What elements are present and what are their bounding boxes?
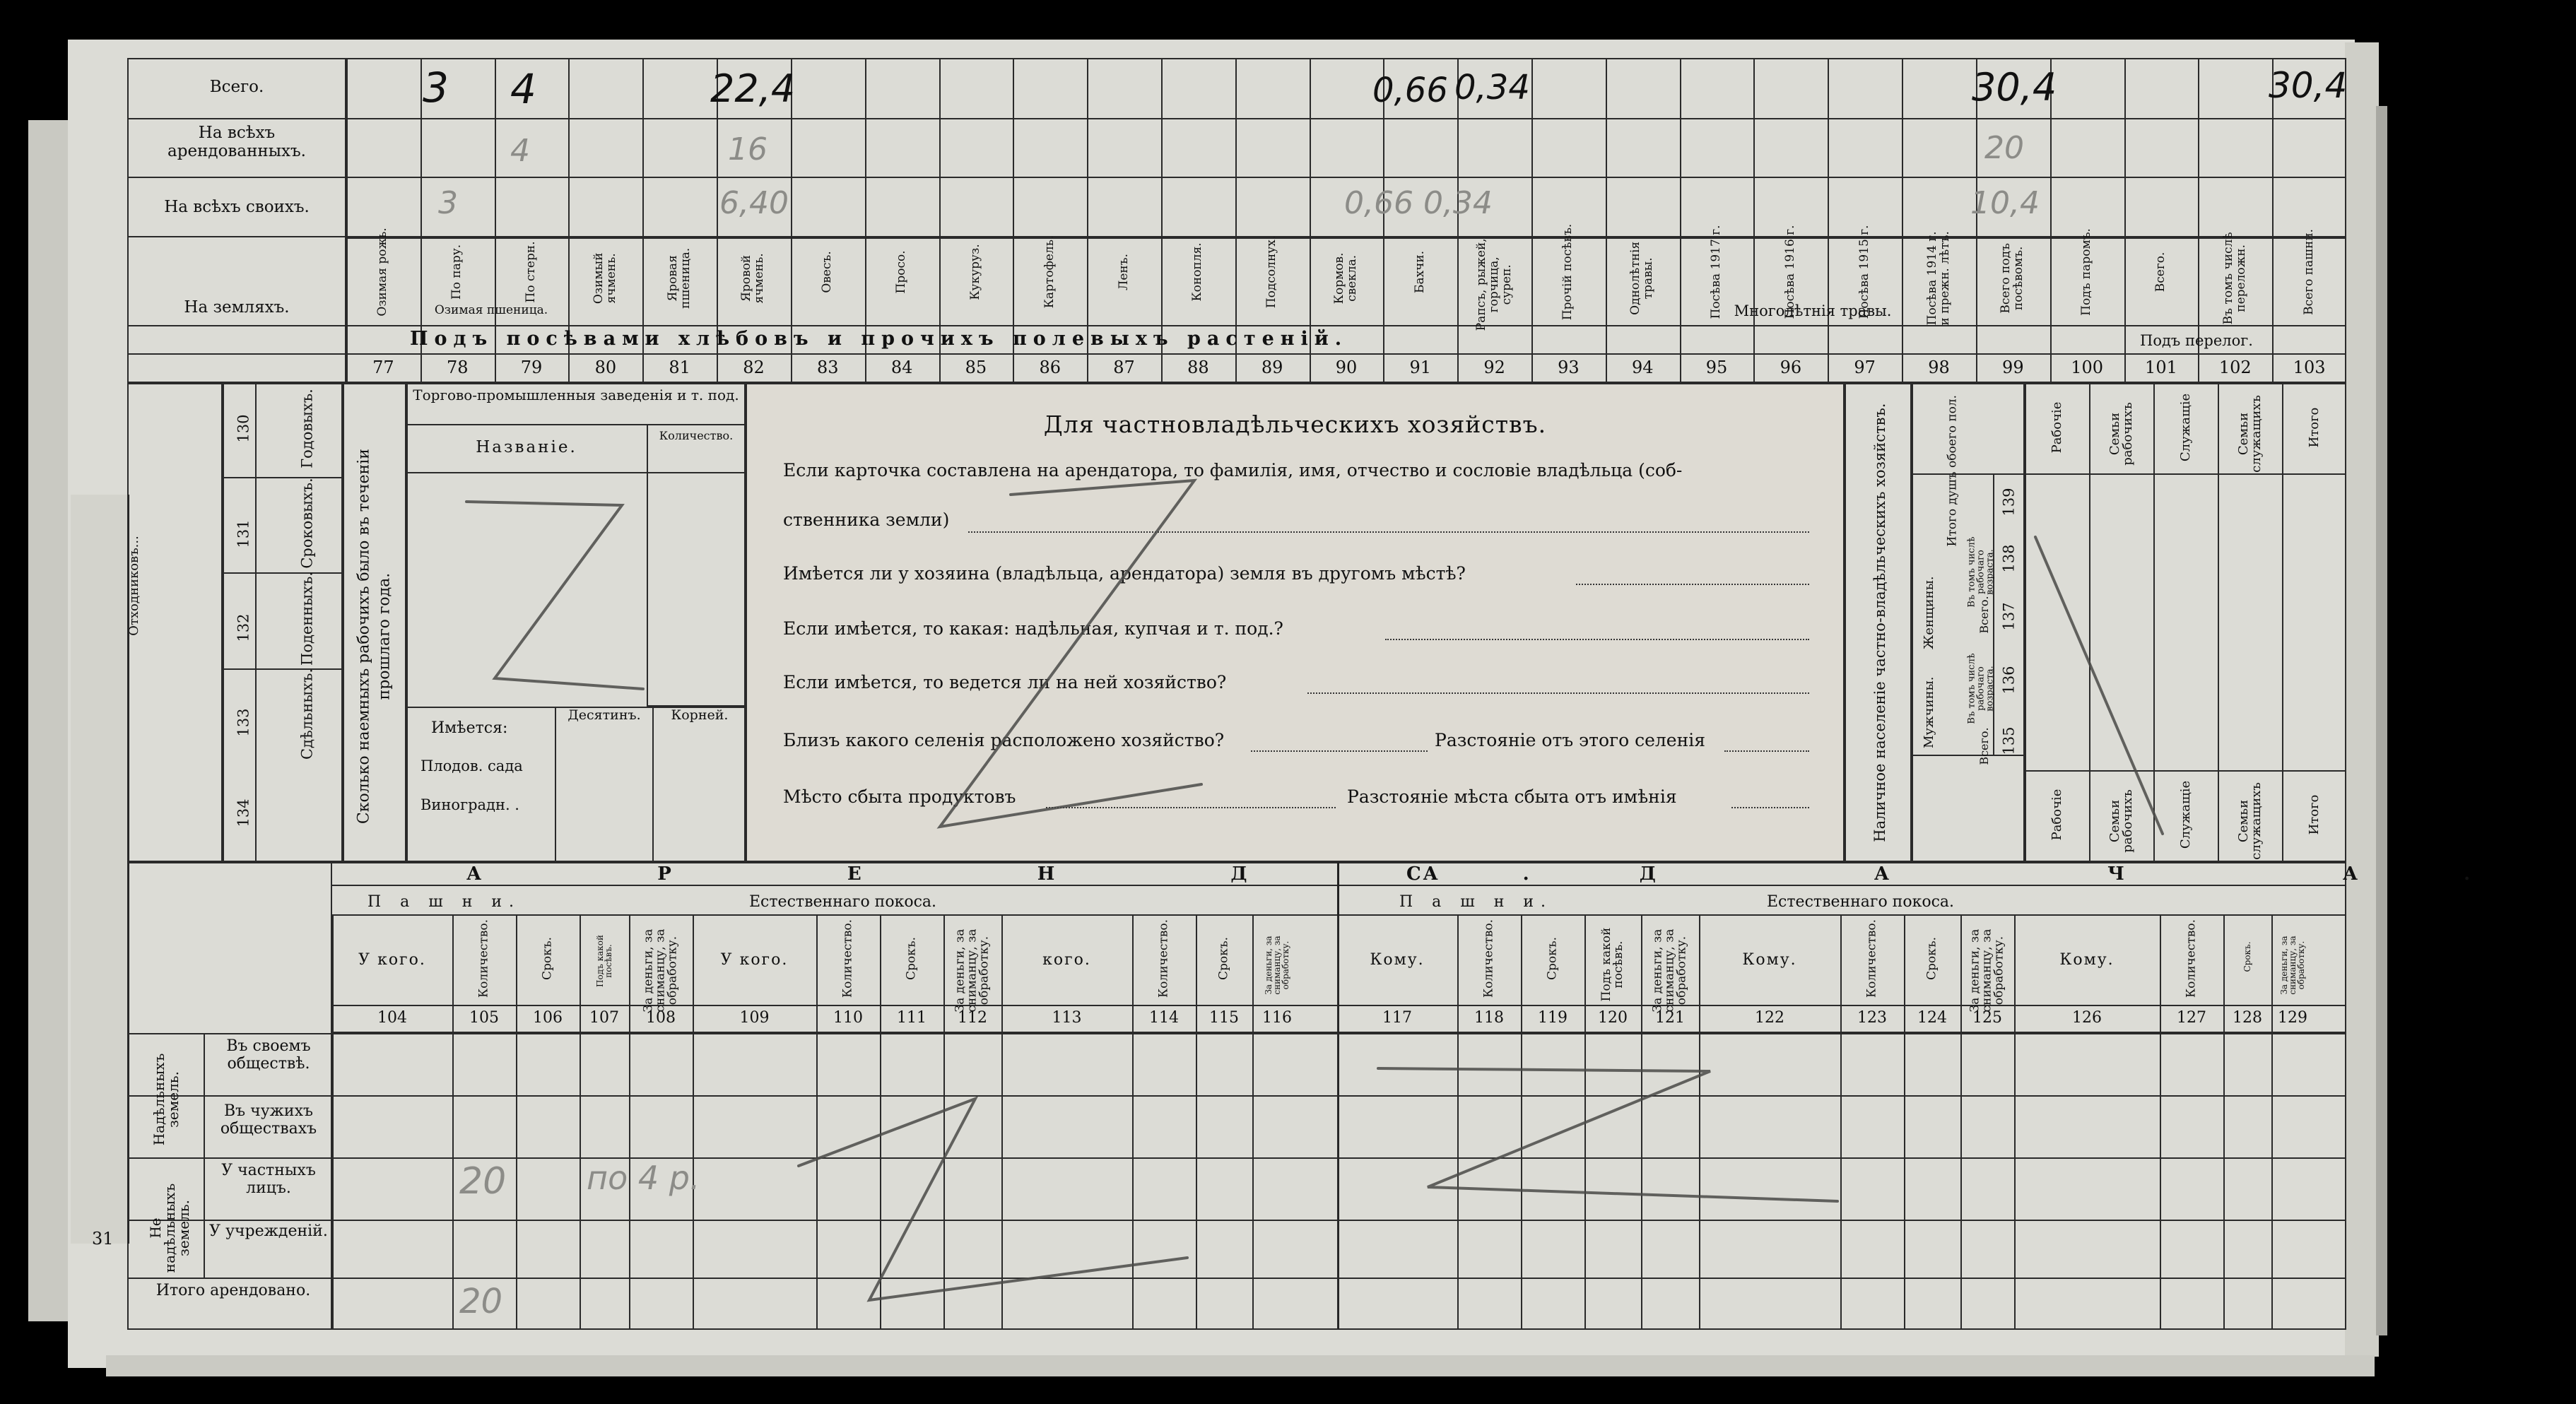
arenda-header: Подъ какой посѣвъ. (595, 935, 613, 987)
population-num-137: 137 (2000, 602, 2018, 631)
sdacha-header: Подъ какой посѣвъ. (1599, 927, 1625, 1002)
q-tenant-owner: Если карточка составлена на арендатора, то фамилiя, имя, отчество и сословiе владѣльца (соб- (783, 460, 1683, 480)
crop-column-number: 94 (1631, 358, 1654, 377)
population-women-all: Всего. (1977, 596, 1991, 634)
hw-own-99: 10,4 (1970, 185, 2040, 221)
crop-header: Просо. (894, 250, 909, 294)
arenda-header: кого. (1042, 951, 1091, 969)
perennial-grass-label: Многолѣтнiя травы. (1734, 302, 1892, 319)
crop-header: Рапсъ, рыжей, горчица, суреп. (1474, 238, 1514, 331)
population-label: Наличное населенiе частно-владѣльческихъ хозяйствъ. (1871, 403, 1888, 842)
crop-column-number: 88 (1187, 358, 1209, 377)
crop-header: Озимая рожь. (375, 228, 390, 317)
crop-column-number: 101 (2145, 358, 2177, 377)
crop-header: Конопля. (1190, 242, 1205, 302)
sdacha-column-number: 118 (1474, 1009, 1504, 1027)
arenda-header: Срокъ. (904, 937, 919, 980)
crop-column-number: 95 (1705, 358, 1728, 377)
crop-header: Бахчи. (1412, 250, 1427, 294)
q-nearest-village: Близъ какого селенiя расположено хозяйство? (783, 730, 1225, 750)
hw-total-93: 0,34 (1454, 68, 1530, 107)
crop-column-number: 96 (1780, 358, 1802, 377)
margin-label: Отходниковъ... (127, 536, 141, 636)
crop-column-number: 77 (372, 358, 394, 377)
sdacha-column-number: 117 (1382, 1009, 1412, 1027)
arenda-column-number: 107 (589, 1009, 619, 1027)
sdacha-column-number: 121 (1655, 1009, 1685, 1027)
hw-own-92: 0,66 0,34 (1344, 185, 1493, 221)
hw-lease-amount: 20 (459, 1160, 507, 1203)
crop-column-number: 102 (2218, 358, 2252, 377)
population-men: Мужчины. (1922, 676, 1936, 748)
crop-column-number: 91 (1409, 358, 1432, 377)
arenda-header: За деньги, за сниманцу, за обработку. (1264, 936, 1290, 995)
hw-rented-99: 20 (1984, 130, 2024, 166)
hw-lease-total: 20 (459, 1282, 503, 1321)
sdacha-header: Срокъ. (2242, 941, 2252, 972)
winter-wheat-label: Озимая пшеница. (434, 303, 548, 317)
row-private-persons-label: У частныхъ лицъ. (221, 1162, 316, 1198)
population-num-135: 135 (2000, 726, 2018, 755)
arenda-column-number: 110 (833, 1009, 863, 1027)
arenda-column-number: 116 (1262, 1009, 1292, 1027)
population-men-working: Въ томъ числѣ рабочаго возраста. (1966, 653, 1996, 724)
crop-header: Посѣва 1915 г. (1857, 225, 1871, 319)
hw-total-92: 0,66 (1372, 71, 1448, 110)
sdacha-column-number: 122 (1755, 1009, 1784, 1027)
q-land-kind: Если имѣется, то какая: надѣльная, купчая и т. под.? (783, 618, 1283, 639)
staff-header-bottom: Итого (2306, 794, 2322, 835)
sdacha-column-number: 129 (2278, 1009, 2307, 1027)
arenda-column-number: 114 (1149, 1009, 1179, 1027)
arenda-pokos: Естественнаго покоса. (749, 893, 937, 911)
row-own-society-label: Въ своемъ обществѣ. (226, 1037, 311, 1073)
crop-column-number: 87 (1113, 358, 1135, 377)
sdacha-column-number: 124 (1917, 1009, 1947, 1027)
hw-total-82: 22,4 (710, 66, 796, 111)
sdacha-banner: С Д А Ч А. (1406, 863, 2576, 885)
arenda-header: Количество. (840, 919, 855, 998)
margin-number: 31 (92, 1229, 114, 1249)
sdacha-header: Количество. (1864, 919, 1879, 998)
crop-column-number: 79 (520, 358, 543, 377)
crop-column-number: 97 (1854, 358, 1876, 377)
crop-header: Овесъ. (820, 251, 835, 293)
arenda-pashni: П а ш н и. (367, 893, 522, 911)
hw-rented-78: 4 (510, 133, 530, 169)
sdacha-z-stroke (1378, 1068, 1837, 1201)
row-other-society-label: Въ чужихъ обществахъ (220, 1102, 317, 1138)
q-village-distance: Разстоянiе отъ этого селенiя (1435, 730, 1706, 750)
crop-header: Въ томъ числѣ переложн. (2221, 232, 2248, 325)
crop-column-number: 99 (2002, 358, 2024, 377)
crop-column-number: 82 (743, 358, 765, 377)
private-farm-title: Для частновладѣльческихъ хозяйствъ. (1043, 411, 1547, 438)
staff-header-bottom: Служащiе (2177, 780, 2193, 849)
crop-column-number: 98 (1928, 358, 1950, 377)
crop-header: Посѣва 1916 г. (1782, 225, 1797, 319)
crop-header: Подсолнух. (1264, 235, 1279, 309)
sdacha-column-number: 119 (1538, 1009, 1568, 1027)
row-total-label: Всего. (209, 78, 264, 96)
arenda-header: У кого. (358, 951, 426, 969)
staff-header-bottom: Семьи служащихъ (2235, 782, 2264, 860)
fallow-group-label: Подъ перелог. (2140, 332, 2253, 349)
population-cross-stroke (2035, 537, 2163, 834)
population-total: Итого душъ обоего пол. (1945, 394, 1960, 547)
staff-header-top: Семьи служащихъ (2235, 395, 2264, 473)
crop-column-number: 83 (817, 358, 839, 377)
crop-column-number: 85 (965, 358, 987, 377)
sdacha-pokos: Естественнаго покоса. (1767, 893, 1955, 911)
arenda-column-number: 105 (469, 1009, 499, 1027)
q-other-land: Имѣется ли у хозяина (владѣльца, арендатора) земля въ другомъ мѣстѣ? (783, 563, 1466, 584)
sdacha-header: За деньги, за сниманцу, за обработку. (1650, 928, 1689, 1013)
nadel-group: Надѣльныхъ земель. (151, 1053, 182, 1146)
arenda-z-stroke (799, 1099, 1187, 1300)
arenda-column-number: 115 (1209, 1009, 1239, 1027)
arenda-column-number: 106 (533, 1009, 563, 1027)
hw-own-77: 3 (438, 185, 458, 221)
population-men-all: Всего. (1977, 727, 1991, 765)
sdacha-header: Кому. (2059, 951, 2115, 969)
sdacha-column-number: 120 (1598, 1009, 1628, 1027)
crop-header: Прочiй посѣвъ. (1560, 223, 1575, 321)
sdacha-header: Срокъ. (1924, 937, 1939, 980)
private-z-stroke (940, 480, 1201, 827)
arenda-banner: А Р Е Н Д А. (466, 863, 1614, 885)
arenda-column-number: 108 (646, 1009, 676, 1027)
hw-total-78: 4 (510, 65, 536, 113)
sdacha-column-number: 125 (1972, 1009, 2002, 1027)
non-nadel-group: Не надѣльныхъ земель. (147, 1183, 192, 1273)
trade-count-header: Количество. (659, 429, 734, 442)
crop-header: По пару. (449, 244, 464, 300)
sdacha-pashni: П а ш н и. (1399, 893, 1553, 911)
hired-num-130: 130 (235, 414, 252, 443)
crop-header: Всего подъ посѣвомъ. (1999, 243, 2026, 314)
arenda-header: За деньги, за сниманцу, за обработку. (953, 928, 992, 1013)
sdacha-column-number: 126 (2072, 1009, 2102, 1027)
arenda-header: Срокъ. (1216, 937, 1231, 980)
arenda-header: У кого. (720, 951, 789, 969)
arenda-header: За деньги, за сниманцу, за обработку. (641, 928, 680, 1013)
hw-total-99: 30,4 (1972, 65, 2057, 110)
crop-header: Озимый ячмень. (592, 252, 618, 305)
sdacha-header: Кому. (1742, 951, 1797, 969)
arenda-column-number: 113 (1052, 1009, 1082, 1027)
hired-term: Сроковыхъ. (298, 478, 316, 569)
crop-header: Картофель. (1042, 235, 1057, 309)
dessiatin-header: Десятинъ. (567, 707, 641, 723)
hired-question: Сколько наемныхъ рабочихъ было въ теченiи прошлаго года. (355, 449, 393, 825)
hired-annual: Годовыхъ. (298, 389, 316, 468)
crop-header: По стерн. (524, 241, 539, 303)
staff-header-top: Итого (2306, 407, 2322, 448)
crop-header: Всего пашни. (2301, 228, 2316, 315)
q-market: Мѣсто сбыта продуктовъ (783, 786, 1016, 807)
q-land-owner: ственника земли) (783, 509, 950, 530)
hired-daily: Поденныхъ. (298, 572, 316, 666)
crop-header: Кормов. свекла. (1332, 252, 1359, 305)
crop-column-number: 100 (2071, 358, 2104, 377)
has-label: Имѣется: (431, 719, 508, 737)
sdacha-column-number: 128 (2233, 1009, 2262, 1027)
crop-column-number: 89 (1261, 358, 1283, 377)
staff-header-bottom: Рабочiе (2049, 789, 2064, 841)
hw-rented-82: 16 (728, 131, 767, 167)
sown-crops-banner: Подъ посѣвами хлѣбовъ и прочихъ полевыхъ растенiй. (410, 328, 1348, 350)
crop-header: Посѣва 1917 г. (1709, 225, 1724, 319)
crop-header: Подъ паромъ. (2079, 228, 2094, 316)
row-lands-label: На земляхъ. (184, 298, 290, 317)
population-num-139: 139 (2000, 488, 2018, 517)
q-market-distance: Разстоянiе мѣста сбыта отъ имѣнiя (1347, 786, 1677, 807)
trade-title: Торгово-промышленныя заведенiя и т. под. (413, 387, 739, 403)
arenda-column-number: 111 (897, 1009, 927, 1027)
arenda-header: Срокъ. (540, 937, 555, 980)
crop-column-number: 84 (890, 358, 913, 377)
population-num-138: 138 (2000, 544, 2018, 573)
hired-num-132: 132 (235, 613, 252, 642)
vineyard-label: Виноградн. . (420, 796, 519, 813)
row-institutions-label: У учрежденiй. (209, 1222, 328, 1240)
hw-total-103: 30,4 (2269, 65, 2348, 106)
hw-lease-price: по 4 р. (587, 1159, 700, 1197)
sdacha-header: За деньги, за сниманцу, за обработку. (1968, 928, 2006, 1013)
crop-column-number: 90 (1335, 358, 1358, 377)
crop-header: Посѣва 1914 г. и прежн. лѣтъ. (1924, 231, 1952, 326)
staff-header-top: Семьи рабочихъ (2107, 402, 2135, 466)
sdacha-header: Кому. (1370, 951, 1425, 969)
crop-column-number: 78 (446, 358, 469, 377)
staff-header-bottom: Семьи рабочихъ (2107, 789, 2135, 853)
arenda-header: Количество. (1156, 919, 1171, 998)
crop-header: Однолѣтнiя травы. (1628, 241, 1656, 315)
roots-header: Корней. (671, 707, 729, 723)
hired-num-134: 134 (235, 798, 252, 827)
sdacha-header: За деньги, за сниманцу, за обработку. (2279, 936, 2306, 995)
hired-num-131: 131 (235, 519, 252, 548)
sdacha-column-number: 123 (1857, 1009, 1887, 1027)
row-total-rented-label: Итого арендовано. (155, 1282, 311, 1299)
crop-column-number: 103 (2293, 358, 2326, 377)
hired-piece: Сдѣльныхъ. (298, 668, 316, 760)
hw-total-77: 3 (423, 64, 449, 112)
arenda-column-number: 104 (377, 1009, 407, 1027)
arenda-column-number: 109 (739, 1009, 770, 1027)
crop-column-number: 80 (594, 358, 617, 377)
crop-column-number: 92 (1483, 358, 1505, 377)
crop-header: Ленъ. (1116, 254, 1131, 290)
population-women-working: Въ томъ числѣ рабочаго возраста. (1966, 536, 1996, 608)
orchard-label: Плодов. сада (420, 757, 523, 774)
sdacha-header: Срокъ. (1545, 937, 1560, 980)
crop-column-number: 93 (1558, 358, 1580, 377)
arenda-column-number: 112 (958, 1009, 987, 1027)
sdacha-header: Количество. (1481, 919, 1496, 998)
crop-column-number: 81 (669, 358, 690, 377)
arenda-header: Количество. (476, 919, 491, 998)
row-rented-label: На всѣхъ арендованныхъ. (167, 124, 306, 161)
sdacha-column-number: 127 (2177, 1009, 2206, 1027)
crop-header: Яровой ячмень. (739, 253, 767, 304)
crop-column-number: 86 (1039, 358, 1061, 377)
population-women: Женщины. (1922, 576, 1936, 649)
crop-header: Кукуруз. (968, 244, 982, 300)
hw-own-82: 6,40 (719, 185, 789, 221)
trade-z-stroke (466, 502, 643, 689)
population-num-136: 136 (2000, 666, 2018, 695)
sdacha-header: Количество. (2184, 919, 2199, 998)
staff-header-top: Служащiе (2177, 393, 2193, 462)
trade-name-header: Названiе. (476, 438, 577, 456)
staff-header-top: Рабочiе (2049, 401, 2064, 454)
q-farming: Если имѣется, то ведется ли на ней хозяйство? (783, 672, 1227, 692)
crop-header: Яровая пшеница. (665, 247, 693, 309)
row-own-label: На всѣхъ своихъ. (164, 198, 310, 216)
hired-num-133: 133 (235, 708, 252, 737)
crop-header: Всего. (2153, 252, 2168, 293)
